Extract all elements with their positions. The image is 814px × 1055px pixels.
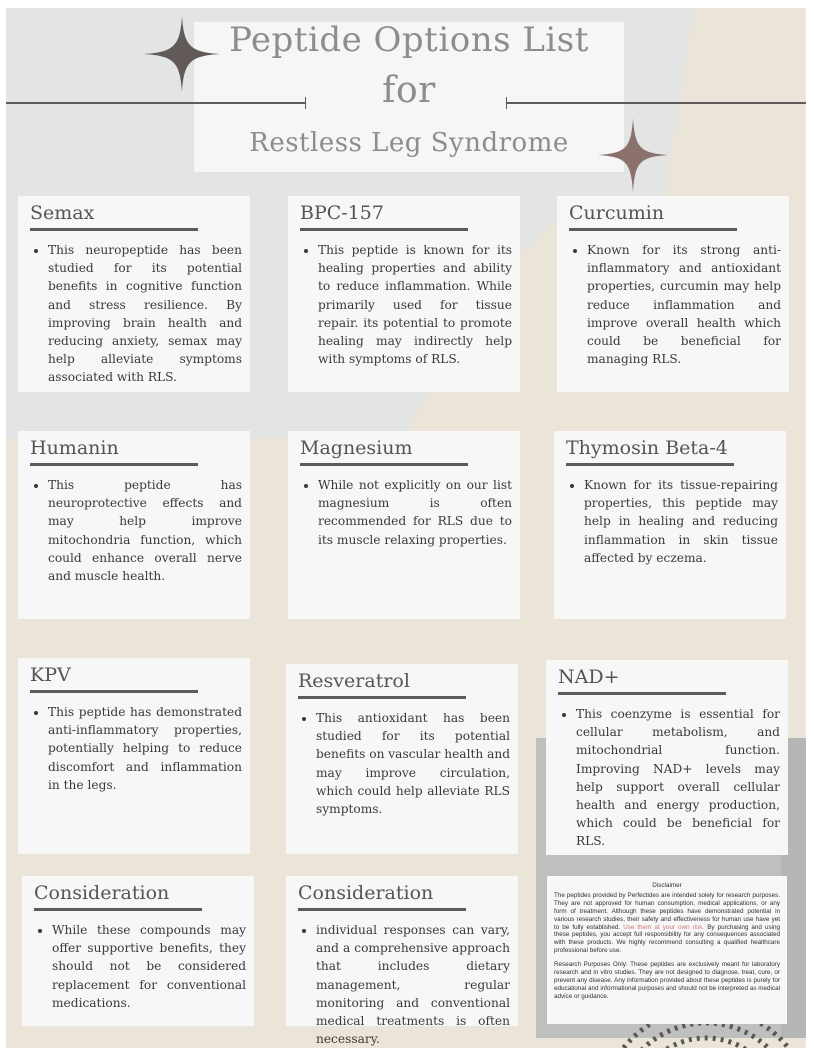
card-magnesium — [288, 431, 520, 619]
page-title: Peptide Options List — [229, 20, 589, 60]
four-point-star-icon — [144, 16, 220, 92]
title-underline — [298, 696, 466, 699]
card-title: Consideration — [298, 882, 434, 904]
disclaimer-heading: Disclaimer — [652, 882, 682, 889]
title-underline — [30, 463, 198, 466]
card-title: Humanin — [30, 437, 119, 459]
disclaimer-box — [547, 876, 787, 1024]
page-title-for: for — [382, 70, 436, 111]
card-text: • This antioxidant has been studied for its potential benefits on vascular health and may improve circulation, which could help alleviate RLS symptoms. — [316, 709, 510, 818]
disclaimer-paragraph-2: Research Purposes Only: These peptides are exclusively meant for laboratory research and in vitro studies. They are not designed to diagnose, treat, cure, or prevent any disease. Any information provided about these peptides is purely for educational and informational purposes and should not be interpreted as medical advice or guidance. — [554, 961, 780, 1000]
title-underline — [30, 690, 198, 693]
card-curcumin — [557, 196, 789, 392]
card-resveratrol — [286, 664, 518, 854]
title-underline — [30, 228, 198, 231]
disclaimer-text: By purchasing and using these peptides, you accept full responsibility for any consequences associated with these products. We highly recommend consulting a qualified healthcare professional before use. — [554, 923, 781, 955]
title-underline — [558, 692, 726, 695]
card-consideration-2 — [286, 876, 518, 1047]
title-underline — [298, 908, 466, 911]
poster-page — [6, 8, 806, 1048]
card-text: • This coenzyme is essential for cellular metabolism, and mitochondrial function. Improving NAD+ levels may help support overall cellular health and energy production, which could be beneficial for RLS. — [576, 705, 780, 851]
card-title: Curcumin — [569, 202, 665, 224]
four-point-star-icon — [598, 118, 668, 192]
card-semax — [18, 196, 250, 392]
title-underline — [300, 228, 468, 231]
disclaimer-text: The peptides provided by Perfectides are intended solely for research purposes. They are not approved for human consumption, medical applications, or any form of treatment. Although these peptides have demonstrated potential in various research studies, their safety and effectiveness for human use have yet to be fully established. — [554, 891, 780, 931]
disclaimer-paragraph-1 — [554, 892, 780, 955]
card-bpc-157 — [288, 196, 520, 392]
page-subtitle: Restless Leg Syndrome — [249, 128, 569, 158]
card-title: Semax — [30, 202, 95, 224]
card-text: • individual responses can vary, and a comprehensive approach that includes dietary management, regular monitoring and conventional medical treatments is often necessary. — [316, 921, 510, 1048]
title-underline — [300, 463, 468, 466]
title-underline — [566, 463, 734, 466]
card-text: • This peptide has neuroprotective effects and may help improve mitochondria function, which could enhance overall nerve and muscle health. — [48, 476, 242, 585]
card-kpv — [18, 658, 250, 854]
card-text: • This peptide has demonstrated anti-inflammatory properties, potentially helping to reduce discomfort and inflammation in the legs. — [48, 703, 242, 794]
card-title: NAD+ — [558, 666, 620, 688]
card-title: Resveratrol — [298, 670, 410, 692]
card-title: Consideration — [34, 882, 170, 904]
risk-warning: Use them at your own risk. — [623, 923, 705, 931]
card-nad-plus — [546, 660, 788, 855]
title-underline — [569, 228, 737, 231]
card-text: • While not explicitly on our list magnesium is often recommended for RLS due to its muscle relaxing properties. — [318, 476, 512, 549]
card-thymosin-beta-4 — [554, 431, 786, 619]
card-text: • This neuropeptide has been studied for its potential benefits in cognitive function and stress resilience. By improving brain health and reducing anxiety, semax may help alleviate symptoms associated with RLS. — [48, 241, 242, 387]
card-humanin — [18, 431, 250, 619]
card-title: Thymosin Beta-4 — [566, 437, 728, 459]
card-title: Magnesium — [300, 437, 413, 459]
card-text: • This peptide is known for its healing properties and ability to reduce inflammation. While primarily used for tissue repair. its potential to promote healing may indirectly help with symptoms of RLS. — [318, 241, 512, 368]
card-title: KPV — [30, 664, 71, 686]
card-text: • Known for its strong anti-inflammatory and antioxidant properties, curcumin may help reduce inflammation and improve overall health which could be beneficial for managing RLS. — [587, 241, 781, 368]
card-text: • Known for its tissue-repairing properties, this peptide may help in healing and reducing inflammation in skin tissue affected by eczema. — [584, 476, 778, 567]
card-title: BPC-157 — [300, 202, 384, 224]
title-underline — [34, 908, 202, 911]
card-text: • While these compounds may offer supportive benefits, they should not be considered replacement for conventional medications. — [52, 921, 246, 1012]
card-consideration-1 — [22, 876, 254, 1026]
